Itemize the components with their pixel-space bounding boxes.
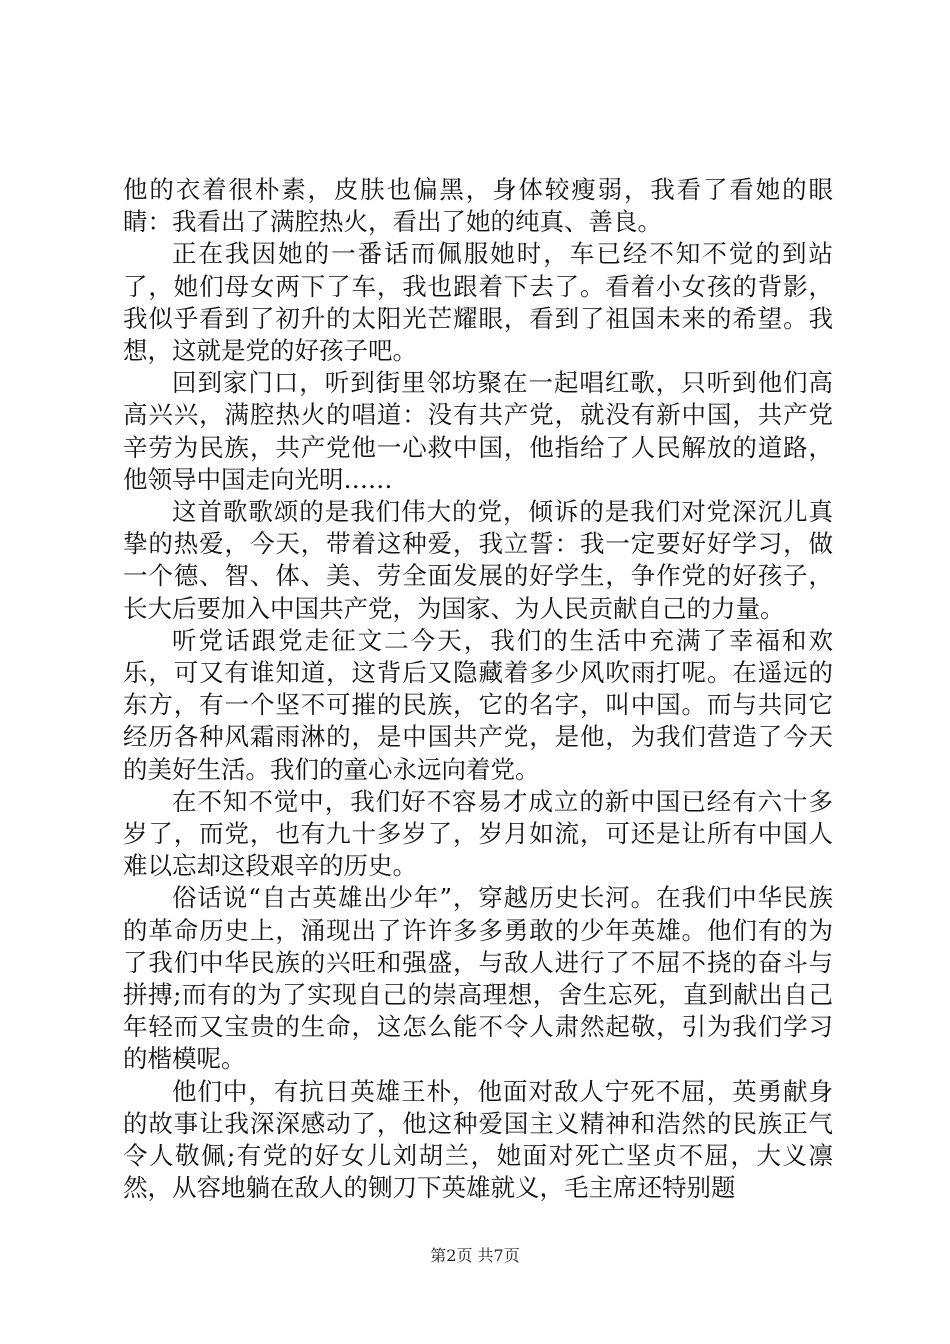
- paragraph: 回到家门口，听到街里邻坊聚在一起唱红歌，只听到他们高高兴兴，满腔热火的唱道：没有共产党，就没有新中国，共产党辛劳为民族，共产党他一心救中国，他指给了人民解放的道路，他领导中国走向光明……: [123, 368, 833, 494]
- paragraph: 在不知不觉中，我们好不容易才成立的新中国已经有六十多岁了，而党，也有九十多岁了，岁月如流，可还是让所有中国人难以忘却这段艰辛的历史。: [123, 786, 833, 881]
- paragraph: 这首歌歌颂的是我们伟大的党，倾诉的是我们对党深沉儿真挚的热爱，今天，带着这种爱，我立誓：我一定要好好学习，做一个德、智、体、美、劳全面发展的好学生，争作党的好孩子，长大后要加入中国共产党，为国家、为人民贡献自己的力量。: [123, 497, 833, 623]
- page-number-footer: 第2页 共7页: [430, 1246, 520, 1265]
- paragraph: 俗话说“自古英雄出少年”，穿越历史长河。在我们中华民族的革命历史上，涌现出了许许多多勇敢的少年英雄。他们有的为了我们中华民族的兴旺和强盛，与敌人进行了不屈不挠的奋斗与拼搏;而有的为了实现自己的崇高理想，舍生忘死，直到献出自己年轻而又宝贵的生命，这怎么能不令人肃然起敬，引为我们学习的楷模呢。: [123, 883, 833, 1074]
- document-body: [123, 174, 833, 1205]
- paragraph: 听党话跟党走征文二今天，我们的生活中充满了幸福和欢乐，可又有谁知道，这背后又隐藏着多少风吹雨打呢。在遥远的东方，有一个坚不可摧的民族，它的名字，叫中国。而与共同它经历各种风霜雨淋的，是中国共产党，是他，为我们营造了今天的美好生活。我们的童心永远向着党。: [123, 625, 833, 784]
- paragraph-continued: 他的衣着很朴素，皮肤也偏黑，身体较瘦弱，我看了看她的眼睛：我看出了满腔热火，看出了她的纯真、善良。: [123, 175, 833, 237]
- paragraph: 他们中，有抗日英雄王朴，他面对敌人宁死不屈，英勇献身的故事让我深深感动了，他这种爱国主义精神和浩然的民族正气令人敬佩;有党的好女儿刘胡兰，她面对死亡坚贞不屈，大义凛然，从容地躺在敌人的铡刀下英雄就义，毛主席还特别题: [123, 1076, 833, 1203]
- paragraph: 正在我因她的一番话而佩服她时，车已经不知不觉的到站了，她们母女两下了车，我也跟着下去了。看着小女孩的背影，我似乎看到了初升的太阳光芒耀眼，看到了祖国未来的希望。我想，这就是党的好孩子吧。: [123, 239, 833, 366]
